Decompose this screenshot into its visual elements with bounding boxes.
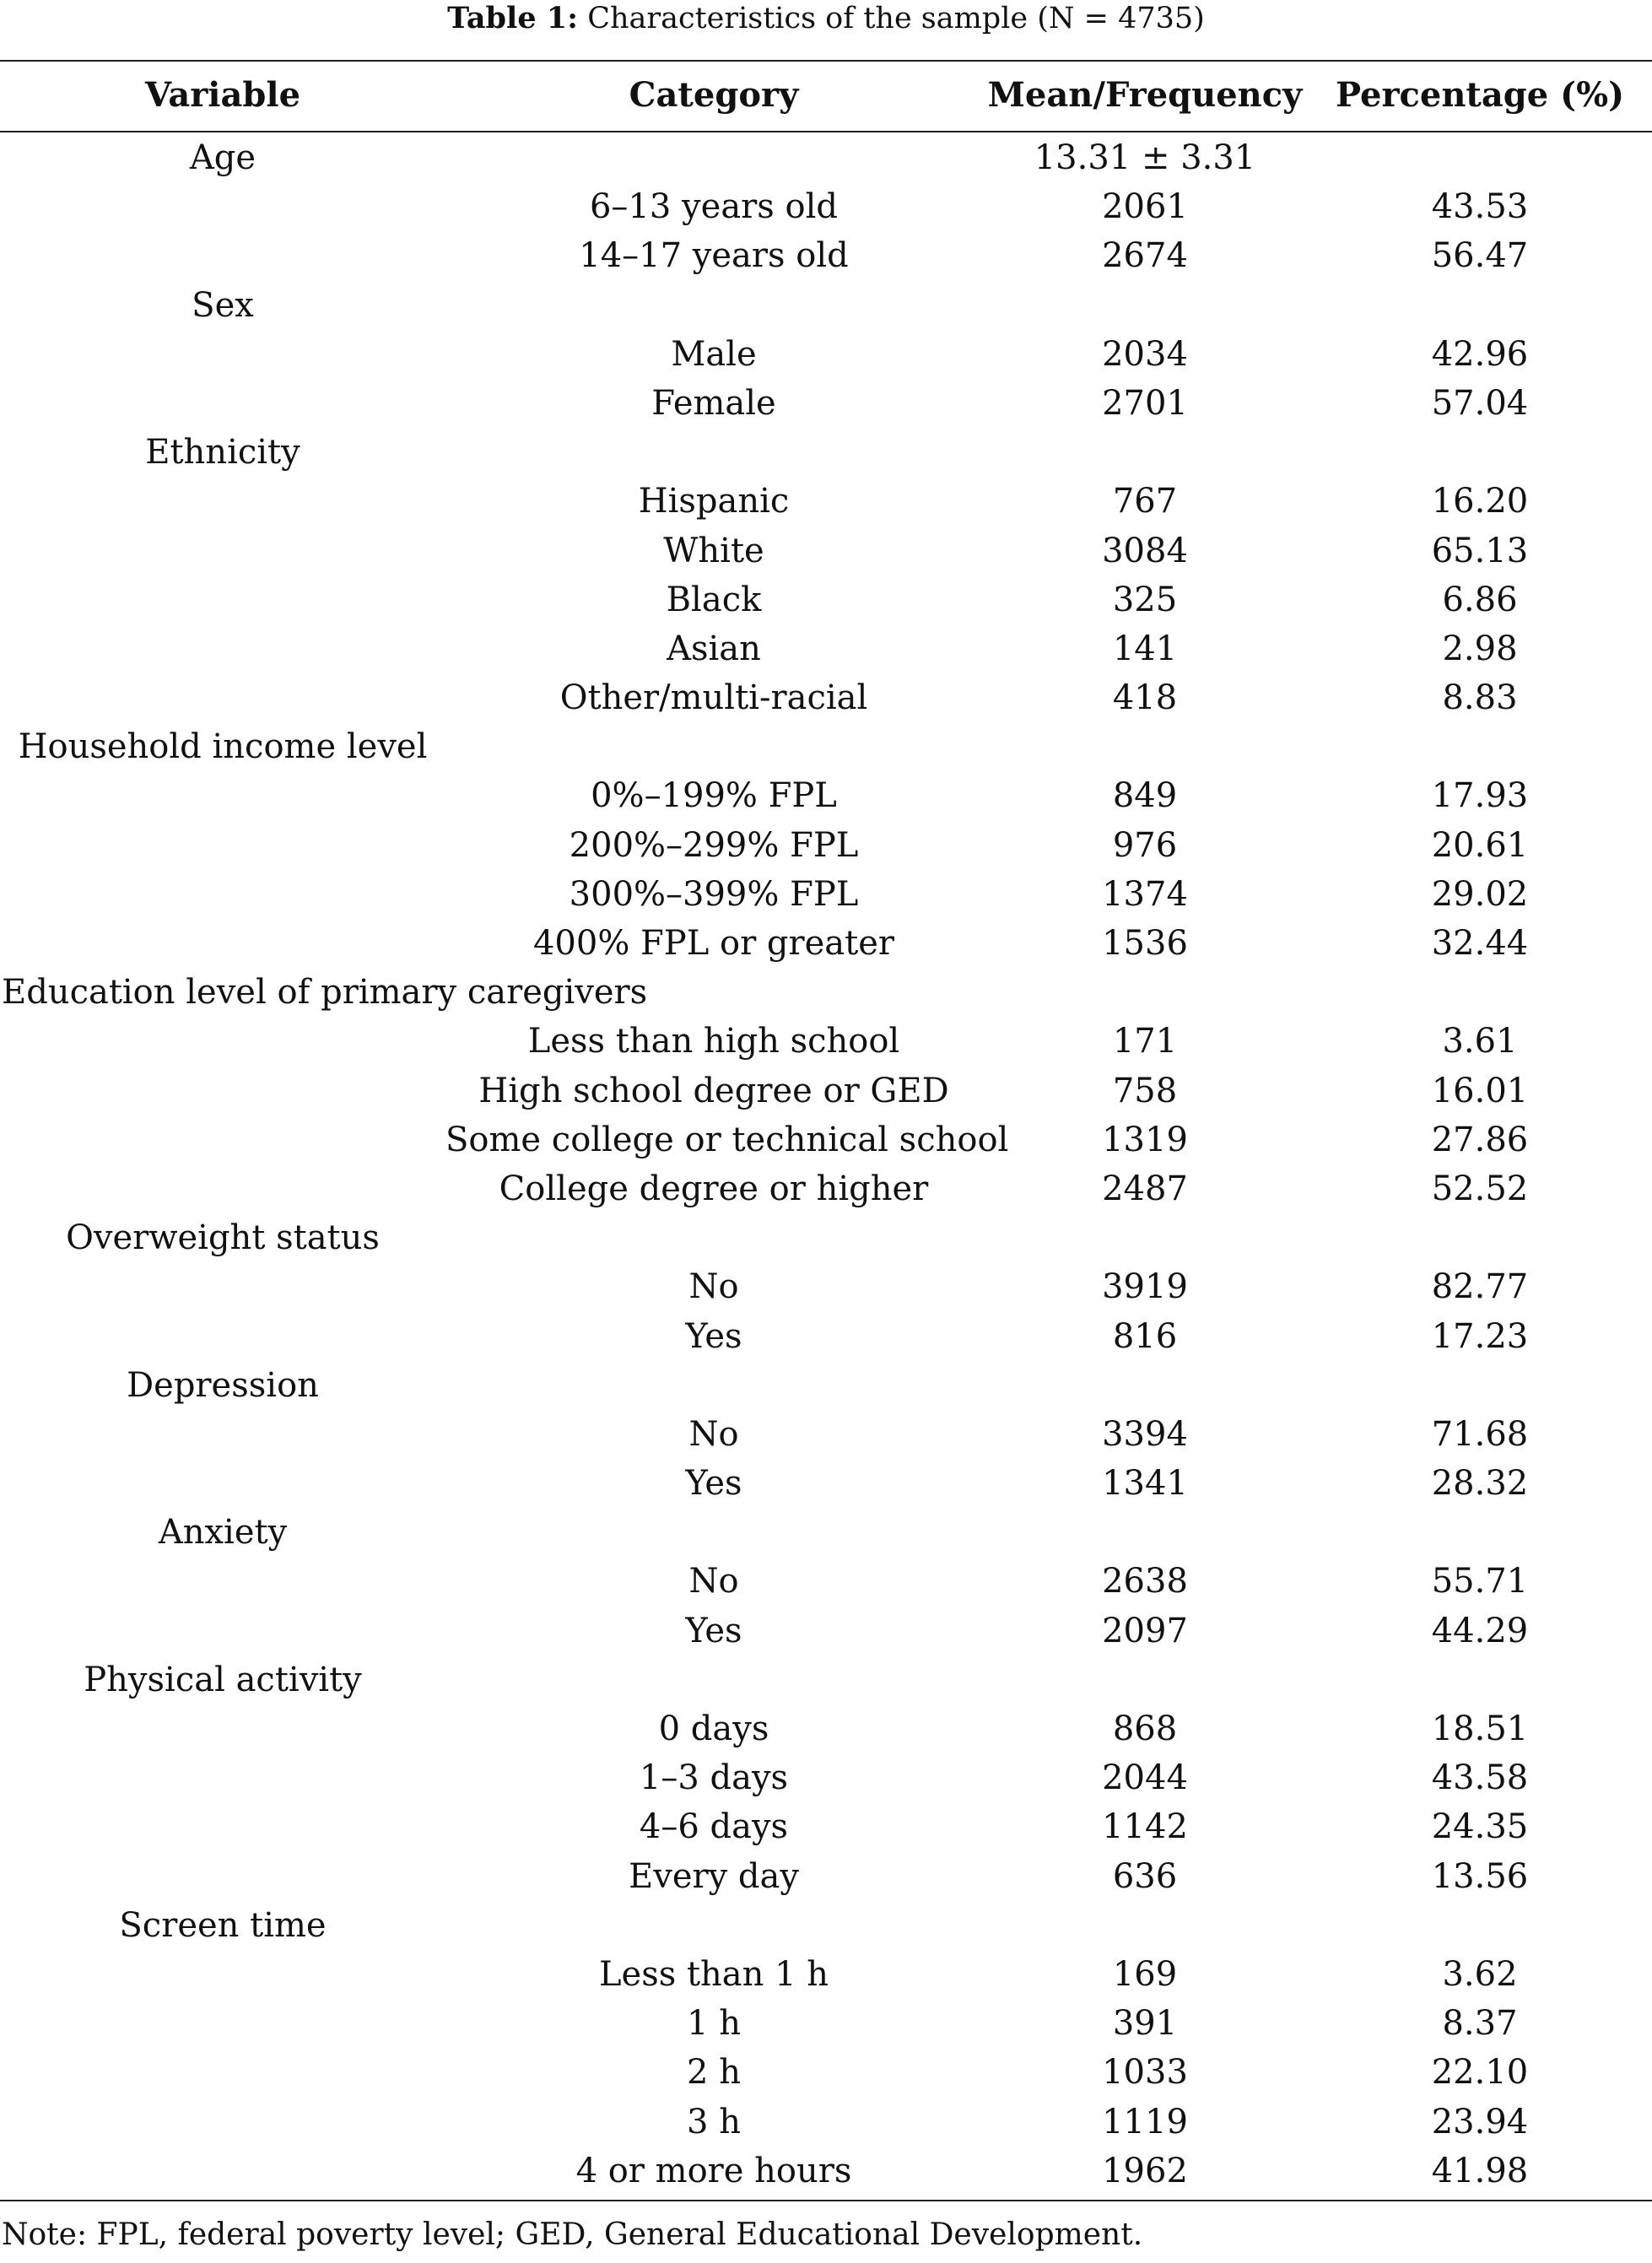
row-variable: Overweight status bbox=[66, 1218, 380, 1258]
row-category: 1 h bbox=[687, 2004, 741, 2044]
row-category: 4–6 days bbox=[639, 1807, 789, 1847]
table-row bbox=[0, 1607, 1652, 1655]
row-mean-frequency: 2034 bbox=[1102, 334, 1188, 374]
table-row bbox=[0, 133, 1652, 182]
row-percentage: 44.29 bbox=[1431, 1611, 1529, 1650]
row-percentage: 43.58 bbox=[1431, 1758, 1529, 1798]
row-category: High school degree or GED bbox=[478, 1071, 949, 1110]
row-category: 200%–299% FPL bbox=[569, 825, 859, 865]
table-header-row bbox=[0, 66, 1652, 125]
table-note: Note: FPL, federal poverty level; GED, General Educational Development. bbox=[2, 2217, 1143, 2252]
row-percentage: 32.44 bbox=[1431, 924, 1529, 963]
row-category: Some college or technical school bbox=[445, 1120, 1009, 1159]
row-mean-frequency: 2061 bbox=[1102, 187, 1188, 227]
header-percentage: Percentage (%) bbox=[1335, 75, 1624, 115]
table-caption bbox=[0, 0, 1652, 39]
row-category: Other/multi-racial bbox=[559, 678, 868, 718]
row-category: 4 or more hours bbox=[575, 2151, 852, 2190]
row-category: Male bbox=[671, 334, 757, 374]
row-mean-frequency: 849 bbox=[1112, 776, 1178, 816]
row-percentage: 17.23 bbox=[1431, 1316, 1529, 1356]
row-mean-frequency: 1341 bbox=[1102, 1464, 1188, 1504]
row-mean-frequency: 1374 bbox=[1102, 874, 1188, 914]
row-percentage: 16.20 bbox=[1431, 482, 1529, 521]
row-mean-frequency: 758 bbox=[1112, 1071, 1178, 1110]
row-percentage: 18.51 bbox=[1431, 1709, 1529, 1748]
row-percentage: 55.71 bbox=[1431, 1562, 1529, 1601]
row-mean-frequency: 868 bbox=[1112, 1709, 1178, 1748]
row-variable: Education level of primary caregivers bbox=[2, 973, 648, 1013]
row-category: Every day bbox=[629, 1856, 799, 1896]
row-mean-frequency: 2674 bbox=[1102, 236, 1188, 276]
row-category: No bbox=[688, 1414, 739, 1454]
table-row bbox=[0, 1704, 1652, 1753]
row-mean-frequency: 1033 bbox=[1102, 2053, 1188, 2093]
row-category: 0 days bbox=[658, 1709, 769, 1748]
table-row bbox=[0, 2098, 1652, 2147]
row-category: 0%–199% FPL bbox=[591, 776, 837, 816]
row-percentage: 43.53 bbox=[1431, 187, 1529, 227]
table-row bbox=[0, 1753, 1652, 1802]
table-row bbox=[0, 1852, 1652, 1901]
row-category: 2 h bbox=[687, 2053, 741, 2093]
table-row bbox=[0, 1067, 1652, 1115]
row-mean-frequency: 169 bbox=[1112, 1954, 1178, 1994]
table-row bbox=[0, 1164, 1652, 1213]
row-mean-frequency: 1119 bbox=[1102, 2102, 1188, 2141]
row-variable: Household income level bbox=[18, 727, 428, 767]
row-percentage: 2.98 bbox=[1442, 629, 1518, 668]
row-mean-frequency: 1536 bbox=[1102, 924, 1188, 963]
row-category: White bbox=[663, 531, 764, 570]
row-category: 6–13 years old bbox=[589, 187, 839, 227]
table-row bbox=[0, 281, 1652, 330]
table-bottom-rule bbox=[0, 2200, 1652, 2201]
row-percentage: 8.83 bbox=[1442, 678, 1518, 718]
row-percentage: 56.47 bbox=[1431, 236, 1529, 276]
table-row bbox=[0, 1361, 1652, 1410]
row-percentage: 13.56 bbox=[1431, 1856, 1529, 1896]
table-caption-label: Table 1: bbox=[447, 1, 579, 35]
table-row bbox=[0, 673, 1652, 722]
row-mean-frequency: 2097 bbox=[1102, 1611, 1188, 1650]
row-mean-frequency: 3084 bbox=[1102, 531, 1188, 570]
table-row bbox=[0, 231, 1652, 280]
row-mean-frequency: 325 bbox=[1112, 580, 1178, 619]
row-category: Yes bbox=[685, 1464, 742, 1504]
table-row bbox=[0, 527, 1652, 575]
header-category: Category bbox=[629, 75, 799, 115]
table-row bbox=[0, 870, 1652, 919]
row-category: Less than 1 h bbox=[598, 1954, 829, 1994]
table-row bbox=[0, 1262, 1652, 1311]
row-mean-frequency: 391 bbox=[1112, 2004, 1178, 2044]
table-row bbox=[0, 1410, 1652, 1459]
table-row bbox=[0, 821, 1652, 870]
table-row bbox=[0, 1213, 1652, 1262]
header-mean-frequency: Mean/Frequency bbox=[987, 75, 1303, 115]
row-percentage: 41.98 bbox=[1431, 2151, 1529, 2190]
row-category: 1–3 days bbox=[639, 1758, 789, 1798]
row-category: Yes bbox=[685, 1316, 742, 1356]
row-mean-frequency: 1319 bbox=[1102, 1120, 1188, 1159]
row-category: 400% FPL or greater bbox=[532, 924, 895, 963]
table-row bbox=[0, 575, 1652, 624]
row-mean-frequency: 171 bbox=[1112, 1022, 1178, 1061]
row-mean-frequency: 3394 bbox=[1102, 1414, 1188, 1454]
row-variable: Screen time bbox=[119, 1905, 327, 1945]
row-percentage: 20.61 bbox=[1431, 825, 1529, 865]
row-mean-frequency: 976 bbox=[1112, 825, 1178, 865]
row-percentage: 8.37 bbox=[1442, 2004, 1518, 2044]
table-row bbox=[0, 1017, 1652, 1066]
row-mean-frequency: 1142 bbox=[1102, 1807, 1188, 1847]
row-percentage: 27.86 bbox=[1431, 1120, 1529, 1159]
row-variable: Age bbox=[189, 138, 256, 177]
table-row bbox=[0, 771, 1652, 820]
row-percentage: 23.94 bbox=[1431, 2102, 1529, 2141]
table-row bbox=[0, 722, 1652, 771]
row-category: Less than high school bbox=[527, 1022, 900, 1061]
table-row bbox=[0, 2147, 1652, 2195]
row-category: No bbox=[688, 1562, 739, 1601]
row-percentage: 82.77 bbox=[1431, 1267, 1529, 1307]
row-percentage: 24.35 bbox=[1431, 1807, 1529, 1847]
row-mean-frequency: 2044 bbox=[1102, 1758, 1188, 1798]
row-variable: Ethnicity bbox=[145, 433, 300, 473]
table-row bbox=[0, 330, 1652, 379]
table-row bbox=[0, 1802, 1652, 1851]
row-category: 14–17 years old bbox=[579, 236, 849, 276]
table-row bbox=[0, 1459, 1652, 1508]
table-row bbox=[0, 968, 1652, 1017]
table-top-rule bbox=[0, 60, 1652, 62]
table-row bbox=[0, 919, 1652, 968]
table-row bbox=[0, 1655, 1652, 1704]
row-percentage: 65.13 bbox=[1431, 531, 1529, 570]
table-row bbox=[0, 1115, 1652, 1164]
row-percentage: 16.01 bbox=[1431, 1071, 1529, 1110]
row-percentage: 6.86 bbox=[1442, 580, 1518, 619]
table-row bbox=[0, 624, 1652, 673]
row-percentage: 22.10 bbox=[1431, 2053, 1529, 2093]
row-percentage: 3.62 bbox=[1442, 1954, 1518, 1994]
row-mean-frequency: 141 bbox=[1112, 629, 1178, 668]
row-category: Asian bbox=[667, 629, 761, 668]
row-percentage: 71.68 bbox=[1431, 1414, 1529, 1454]
table-row bbox=[0, 1950, 1652, 1999]
row-category: Hispanic bbox=[638, 482, 790, 521]
row-percentage: 17.93 bbox=[1431, 776, 1529, 816]
table-row bbox=[0, 1901, 1652, 1950]
table-row bbox=[0, 1508, 1652, 1557]
row-category: Black bbox=[666, 580, 762, 619]
row-mean-frequency: 2701 bbox=[1102, 383, 1188, 423]
row-percentage: 57.04 bbox=[1431, 383, 1529, 423]
row-mean-frequency: 3919 bbox=[1102, 1267, 1188, 1307]
row-category: 300%–399% FPL bbox=[569, 874, 859, 914]
table-row bbox=[0, 477, 1652, 526]
row-category: 3 h bbox=[687, 2102, 741, 2141]
row-mean-frequency: 2487 bbox=[1102, 1169, 1188, 1208]
row-mean-frequency: 636 bbox=[1112, 1856, 1178, 1896]
row-mean-frequency: 418 bbox=[1112, 678, 1178, 718]
table-header-rule bbox=[0, 131, 1652, 132]
row-mean-frequency: 767 bbox=[1112, 482, 1178, 521]
row-category: College degree or higher bbox=[499, 1169, 929, 1208]
table-row bbox=[0, 1999, 1652, 2048]
table-row bbox=[0, 1557, 1652, 1606]
table-row bbox=[0, 379, 1652, 428]
row-percentage: 42.96 bbox=[1431, 334, 1529, 374]
row-percentage: 29.02 bbox=[1431, 874, 1529, 914]
row-mean-frequency: 816 bbox=[1112, 1316, 1178, 1356]
header-variable: Variable bbox=[144, 75, 301, 115]
row-percentage: 3.61 bbox=[1442, 1022, 1518, 1061]
row-category: No bbox=[688, 1267, 739, 1307]
row-category: Yes bbox=[685, 1611, 742, 1650]
row-percentage: 52.52 bbox=[1431, 1169, 1529, 1208]
row-mean-frequency: 13.31 ± 3.31 bbox=[1034, 138, 1256, 177]
row-mean-frequency: 1962 bbox=[1102, 2151, 1188, 2190]
table-row bbox=[0, 2048, 1652, 2097]
table-row bbox=[0, 1312, 1652, 1361]
row-percentage: 28.32 bbox=[1431, 1464, 1529, 1504]
table-row bbox=[0, 428, 1652, 477]
row-variable: Anxiety bbox=[158, 1513, 288, 1553]
row-variable: Depression bbox=[127, 1365, 319, 1405]
row-mean-frequency: 2638 bbox=[1102, 1562, 1188, 1601]
row-variable: Physical activity bbox=[84, 1660, 362, 1699]
table-body bbox=[0, 133, 1652, 2197]
row-variable: Sex bbox=[192, 285, 254, 325]
table-row bbox=[0, 182, 1652, 231]
table-caption-text: Characteristics of the sample (N = 4735) bbox=[587, 2, 1205, 35]
row-category: Female bbox=[651, 383, 776, 423]
